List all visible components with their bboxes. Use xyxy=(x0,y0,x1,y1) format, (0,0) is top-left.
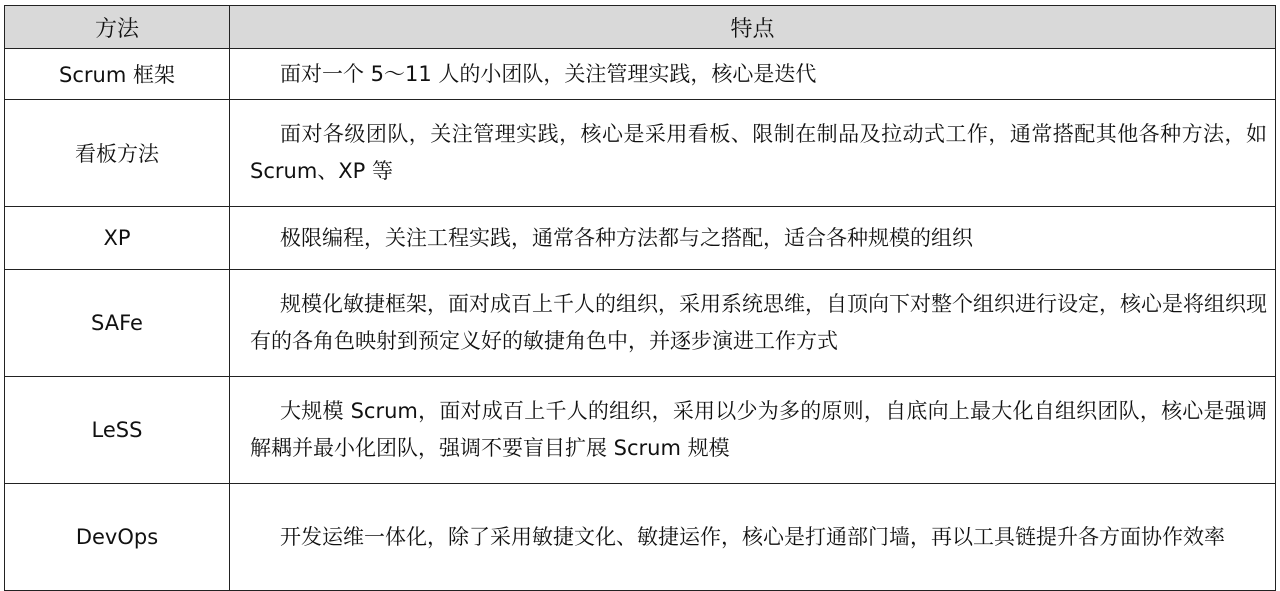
header-feature: 特点 xyxy=(230,6,1276,49)
methods-table xyxy=(4,5,1276,591)
method-cell: DevOps xyxy=(5,484,230,591)
table-row xyxy=(5,270,1276,377)
feature-cell: 极限编程，关注工程实践，通常各种方法都与之搭配，适合各种规模的组织 xyxy=(230,207,1276,270)
feature-cell: 面对各级团队，关注管理实践，核心是采用看板、限制在制品及拉动式工作，通常搭配其他各种方法，如 Scrum、XP 等 xyxy=(230,100,1276,207)
feature-cell: 开发运维一体化，除了采用敏捷文化、敏捷运作，核心是打通部门墙，再以工具链提升各方面协作效率 xyxy=(230,484,1276,591)
header-row xyxy=(5,6,1276,49)
header-method: 方法 xyxy=(5,6,230,49)
method-cell: SAFe xyxy=(5,270,230,377)
table-row xyxy=(5,207,1276,270)
method-cell: XP xyxy=(5,207,230,270)
feature-cell: 大规模 Scrum，面对成百上千人的组织，采用以少为多的原则，自底向上最大化自组织团队，核心是强调解耦并最小化团队，强调不要盲目扩展 Scrum 规模 xyxy=(230,377,1276,484)
feature-cell: 规模化敏捷框架，面对成百上千人的组织，采用系统思维，自顶向下对整个组织进行设定，核心是将组织现有的各角色映射到预定义好的敏捷角色中，并逐步演进工作方式 xyxy=(230,270,1276,377)
feature-cell: 面对一个 5～11 人的小团队，关注管理实践，核心是迭代 xyxy=(230,49,1276,100)
method-cell: Scrum 框架 xyxy=(5,49,230,100)
method-cell: LeSS xyxy=(5,377,230,484)
table-row xyxy=(5,377,1276,484)
method-cell: 看板方法 xyxy=(5,100,230,207)
table-row xyxy=(5,49,1276,100)
table-row xyxy=(5,484,1276,591)
table-row xyxy=(5,100,1276,207)
